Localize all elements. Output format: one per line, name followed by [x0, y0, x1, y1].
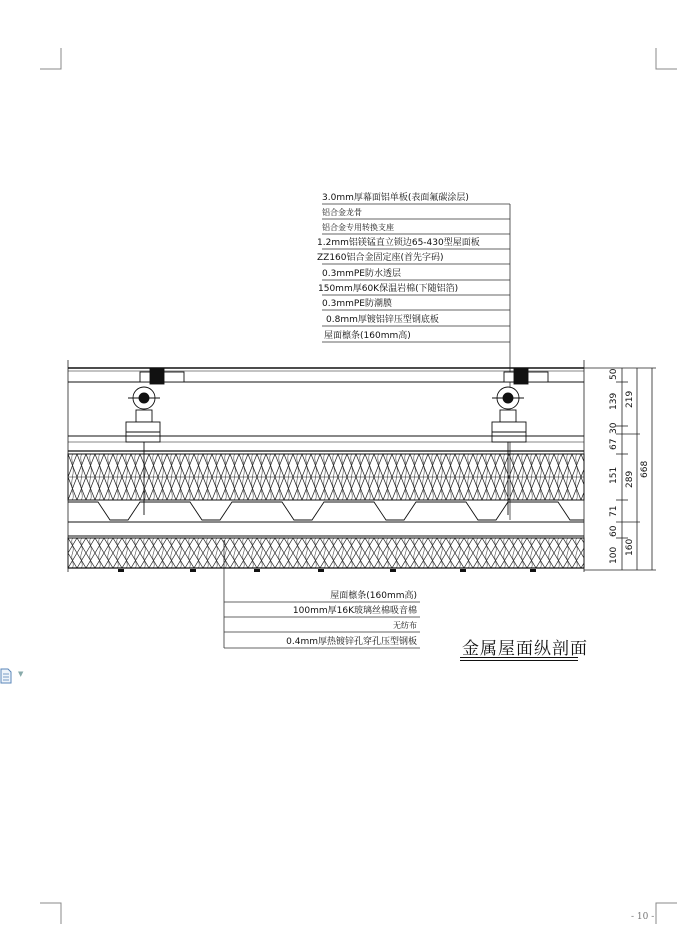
dimension-value: 151	[609, 466, 619, 484]
page-number: - 10 -	[631, 912, 655, 922]
dimension-value: 30	[609, 422, 619, 434]
callout-label: 0.3mmPE防潮膜	[322, 299, 392, 309]
callout-label: 100mm厚16K玻璃丝棉吸音棉	[292, 606, 417, 616]
callout-label: 0.8mm厚镀铝锌压型钢底板	[326, 315, 439, 325]
dimension-value: 139	[609, 392, 619, 410]
dimension-value: 289	[625, 470, 635, 488]
dimension-value: 219	[625, 390, 635, 408]
document-icon	[0, 668, 14, 684]
callout-label: 屋面檩条(160mm高)	[330, 591, 417, 601]
callout-label: 铝合金专用转换支座	[322, 223, 394, 232]
callout-label: 0.4mm厚热镀锌孔穿孔压型钢板	[286, 637, 417, 647]
callout-label: ZZ160铝合金固定座(首先字码)	[317, 253, 444, 263]
dropdown-arrow-icon[interactable]: ▼	[18, 670, 24, 678]
callout-label: 铝合金龙骨	[322, 208, 362, 217]
dimension-value: 67	[609, 438, 619, 450]
dimension-value: 160	[625, 538, 635, 556]
callout-label: 3.0mm厚幕面铝单板(表面氟碳涂层)	[322, 193, 469, 203]
drawing-title: 金属屋面纵剖面	[462, 639, 588, 659]
dimension-value: 100	[609, 546, 619, 564]
callout-label: 0.3mmPE防水透层	[322, 269, 401, 279]
callout-label: 无纺布	[393, 621, 417, 630]
callout-label: 屋面檩条(160mm高)	[324, 331, 411, 341]
dimension-value: 668	[640, 460, 650, 478]
callout-label: 150mm厚60K保温岩棉(下随铝箔)	[318, 284, 459, 294]
document-outline-icon[interactable]	[0, 668, 14, 684]
callout-label: 1.2mm铝镁锰直立锁边65-430型屋面板	[317, 238, 480, 248]
dimension-value: 60	[609, 525, 619, 537]
dimension-value: 71	[609, 505, 619, 517]
title-underline	[460, 657, 578, 661]
dimension-value: 50	[609, 368, 619, 380]
